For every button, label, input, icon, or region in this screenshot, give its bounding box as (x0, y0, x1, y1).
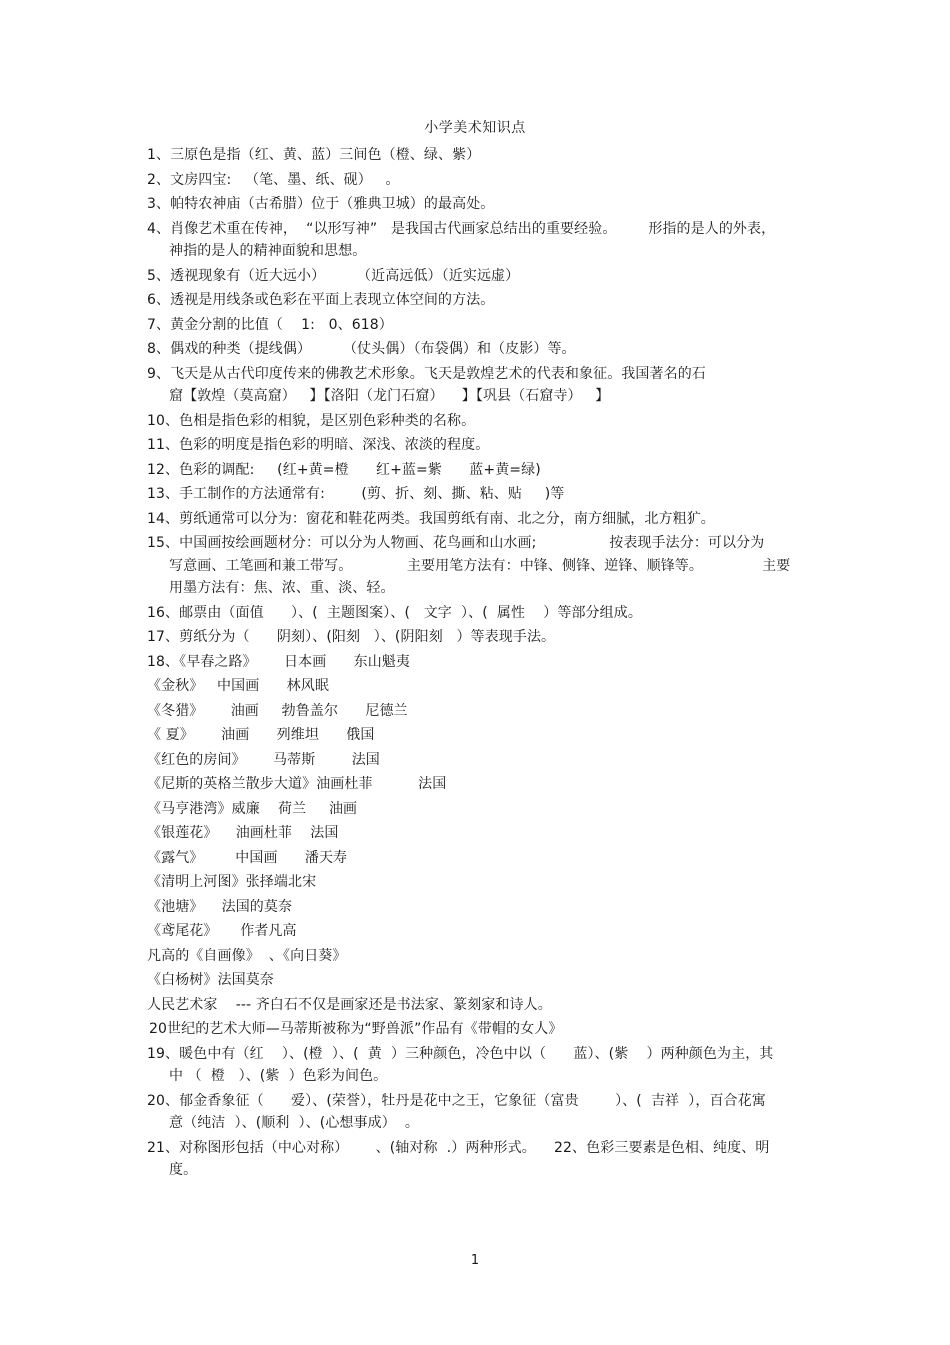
paragraph-line: 6、透视是用线条或色彩在平面上表现立体空间的方法。 (147, 292, 495, 308)
paragraph-line: 9、飞天是从古代印度传来的佛教艺术形象。飞天是敦煌艺术的代表和象征。我国著名的石 (147, 365, 706, 382)
paragraph-line: 《银莲花》 油画杜菲 法国 (147, 825, 339, 841)
paragraph-line: 19、暖色中有（红 ）、(橙 ）、( 黄 ）三种颜色，冷色中以（ 蓝）、(紫 ）两种颜色为主，其 (147, 1045, 774, 1062)
paragraph-continuation: 窟【敦煌（莫高窟） 】【洛阳（龙门石窟） 】【巩县（石窟寺） 】 (169, 388, 610, 404)
paragraph-line: 《露气》 中国画 潘天寿 (147, 849, 348, 866)
paragraph-line: 《冬猎》 油画 勃鲁盖尔 尼德兰 (147, 702, 408, 719)
paragraph-line: 《池塘》 法国的莫奈 (147, 898, 293, 915)
document-title: 小学美术知识点 (424, 120, 526, 136)
paragraph-line: 20世纪的艺术大师—马蒂斯被称为“野兽派”作品有《带帽的女人》 (149, 1021, 563, 1037)
paragraph-line: 《红色的房间》 马蒂斯 法国 (147, 751, 380, 768)
paragraph-line: 14、剪纸通常可以分为：窗花和鞋花两类。我国剪纸有南、北之分，南方细腻，北方粗犷。 (147, 510, 715, 527)
paragraph-line: 《 夏》 油画 列维坦 俄国 (147, 727, 375, 743)
paragraph-line: 12、色彩的调配: (红+黄=橙 红+蓝=紫 蓝+黄=绿) (147, 461, 541, 478)
paragraph-line: 《清明上河图》张择端北宋 (147, 874, 317, 890)
paragraph-line: 3、帕特农神庙（古希腊）位于（雅典卫城）的最高处。 (147, 196, 495, 212)
paragraph-line: 7、黄金分割的比值（ 1: 0、618） (147, 316, 393, 333)
paragraph-continuation: 用墨方法有：焦、浓、重、淡、轻。 (169, 580, 395, 596)
paragraph-line: 《白杨树》法国莫奈 (147, 972, 274, 988)
paragraph-line: 《尼斯的英格兰散步大道》油画杜菲 法国 (147, 776, 447, 792)
paragraph-continuation: 中 （ 橙 ）、(紫 ）色彩为间色。 (169, 1068, 388, 1084)
paragraph-line: 13、手工制作的方法通常有: (剪、折、刻、撕、粘、贴 )等 (147, 486, 565, 502)
paragraph-line: 4、肖像艺术重在传神， “以形写神” 是我国古代画家总结出的重要经验。 形指的是人的外表， (147, 220, 776, 237)
paragraph-line: 凡高的《自画像》 、《向日葵》 (147, 947, 347, 964)
paragraph-line: 1、三原色是指（红、黄、蓝）三间色（橙、绿、紫） (147, 147, 481, 163)
document-body (147, 145, 812, 1185)
paragraph-line: 5、透视现象有（近大远小） （近高远低）（近实远虚） (147, 267, 520, 284)
paragraph-line: 16、邮票由（面值 ）、( 主题图案）、( 文字 ）、( 属性 ）等部分组成。 (147, 604, 642, 621)
paragraph-continuation: 意（纯洁 ）、(顺利 ）、(心想事成） 。 (169, 1115, 420, 1131)
paragraph-continuation: 写意画、工笔画和兼工带写。 主要用笔方法有：中锋、侧锋、逆锋、顺锋等。 主要 (169, 557, 791, 574)
paragraph-line: 《鸢尾花》 作者凡高 (147, 923, 297, 939)
paragraph-line: 11、色彩的明度是指色彩的明暗、深浅、浓淡的程度。 (147, 437, 490, 453)
page-number: 1 (470, 1253, 480, 1268)
paragraph-line: 人民艺术家 --- 齐白石不仅是画家还是书法家、篆刻家和诗人。 (147, 996, 552, 1013)
paragraph-line: 20、郁金香象征（ 爱）、(荣誉），牡丹是花中之王，它象征（富贵 ）、( 吉祥 ），百合花寓 (147, 1092, 766, 1109)
paragraph-line: 10、色相是指色彩的相貌，是区别色彩种类的名称。 (147, 412, 476, 429)
paragraph-line: 2、文房四宝: （笔、墨、纸、砚） 。 (147, 171, 400, 188)
paragraph-line: 《马亨港湾》威廉 荷兰 油画 (147, 800, 358, 817)
paragraph-line: 15、中国画按绘画题材分：可以分为人物画、花鸟画和山水画; 按表现手法分：可以分为 (147, 535, 765, 551)
paragraph-continuation: 度。 (169, 1162, 198, 1178)
paragraph-continuation: 神指的是人的精神面貌和思想。 (169, 243, 367, 259)
paragraph-line: 17、剪纸分为（ 阴刻）、(阳刻 ）、(阴阳刻 ）等表现手法。 (147, 629, 556, 645)
paragraph-line: 21、对称图形包括（中心对称） 、(轴对称 .）两种形式。 22、色彩三要素是色相、纯度、明 (147, 1139, 770, 1156)
paragraph-line: 8、偶戏的种类（提线偶） （仗头偶）（布袋偶）和（皮影）等。 (147, 341, 576, 357)
paragraph-line: 18、《早春之路》 日本画 东山魁夷 (147, 653, 411, 670)
paragraph-line: 《金秋》 中国画 林风眠 (147, 678, 329, 694)
